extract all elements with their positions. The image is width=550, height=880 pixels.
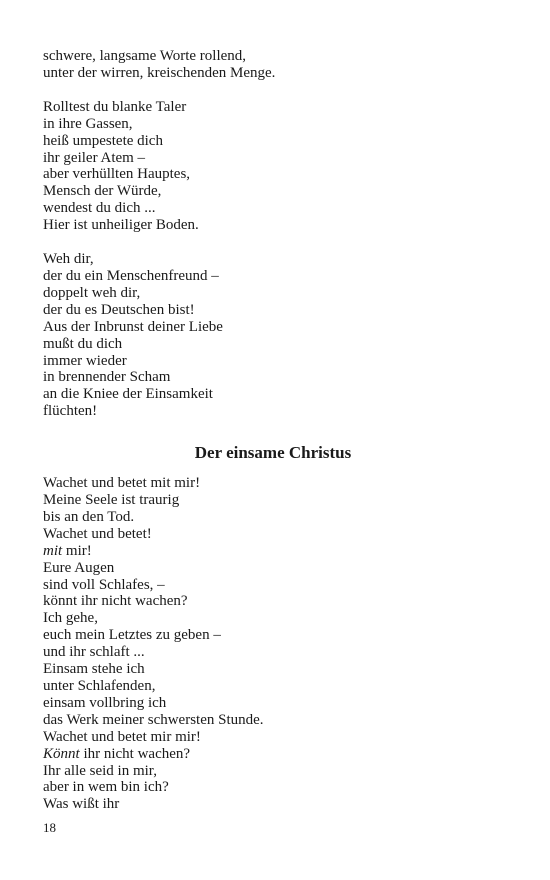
verse-line: Hier ist unheiliger Boden. <box>43 217 199 234</box>
verse-line: immer wieder <box>43 352 127 369</box>
verse-text: Was wißt ihr <box>43 796 120 813</box>
verse-text: bis an den Tod. <box>43 508 135 525</box>
verse-text: Meine Seele ist traurig <box>43 492 180 509</box>
stanza <box>43 48 503 82</box>
stanza <box>43 251 503 420</box>
poem-text <box>43 475 503 813</box>
verse-text: ihr nicht wachen? <box>79 745 191 762</box>
verse-line <box>43 627 503 644</box>
verse-text: Wachet und betet! <box>43 525 152 542</box>
page-body <box>43 48 503 813</box>
verse-line <box>43 661 503 678</box>
verse-line <box>43 763 503 780</box>
verse-line <box>43 712 503 729</box>
verse-line <box>43 610 503 627</box>
verse-line: schwere, langsame Worte rollend, <box>43 48 247 64</box>
verse-line: aber verhüllten Hauptes, <box>43 166 191 183</box>
verse-text: Eure Augen <box>43 559 115 576</box>
verse-line: ihr geiler Atem – <box>43 149 146 166</box>
verse-line: wendest du dich ... <box>43 200 156 217</box>
verse-line: mußt du dich <box>43 335 123 352</box>
verse-text: Ihr alle seid in mir, <box>43 762 157 779</box>
verse-line <box>43 796 503 813</box>
verse-text: das Werk meiner schwersten Stunde. <box>43 711 264 728</box>
verse-line: heiß umpestete dich <box>43 132 163 149</box>
verse-text: euch mein Letztes zu geben – <box>43 627 221 644</box>
verse-text: unter Schlafenden, <box>43 678 156 694</box>
verse-line: in ihre Gassen, <box>43 115 133 132</box>
page-number: 18 <box>43 820 56 835</box>
verse-line <box>43 678 503 695</box>
verse-text: Ich gehe, <box>43 610 98 627</box>
verse-text: Wachet und betet mir mir! <box>43 728 201 745</box>
verse-text: mir! <box>62 542 92 559</box>
verse-line <box>43 475 503 492</box>
verse-line: der du ein Menschenfreund – <box>43 267 219 284</box>
verse-line <box>43 543 503 560</box>
verse-line: in brennender Scham <box>43 369 171 386</box>
verse-text: Wachet und betet mit mir! <box>43 475 201 492</box>
stanza <box>43 99 503 234</box>
verse-line: an die Kniee der Einsamkeit <box>43 386 213 403</box>
verse-text: Einsam stehe ich <box>43 661 145 678</box>
verse-text: sind voll Schlafes, – <box>43 576 165 593</box>
emphasized-word: Könnt <box>43 745 80 762</box>
verse-line: Mensch der Würde, <box>43 183 162 200</box>
verse-line <box>43 577 503 594</box>
verse-line <box>43 526 503 543</box>
verse-line <box>43 644 503 661</box>
verse-text: könnt ihr nicht wachen? <box>43 593 188 610</box>
verse-line <box>43 729 503 746</box>
verse-line <box>43 560 503 577</box>
verse-text: aber in wem bin ich? <box>43 779 169 796</box>
verse-line <box>43 746 503 763</box>
verse-line <box>43 695 503 712</box>
verse-line: der du es Deutschen bist! <box>43 301 195 318</box>
poem-title: Der einsame Christus <box>194 443 352 463</box>
verse-line: doppelt weh dir, <box>43 284 141 301</box>
verse-text: und ihr schlaft ... <box>43 644 145 661</box>
emphasized-word: mit <box>43 542 63 559</box>
verse-line: Rolltest du blanke Taler <box>43 98 187 115</box>
verse-line: unter der wirren, kreischenden Menge. <box>43 64 276 81</box>
verse-line: Aus der Inbrunst deiner Liebe <box>43 318 223 335</box>
verse-text: einsam vollbring ich <box>43 694 167 711</box>
verse-line <box>43 779 503 796</box>
verse-line: Weh dir, <box>43 251 94 268</box>
verse-line <box>43 492 503 509</box>
verse-line <box>43 509 503 526</box>
previous-poem-ending <box>43 48 503 420</box>
verse-line: flüchten! <box>43 403 98 420</box>
verse-line <box>43 593 503 610</box>
